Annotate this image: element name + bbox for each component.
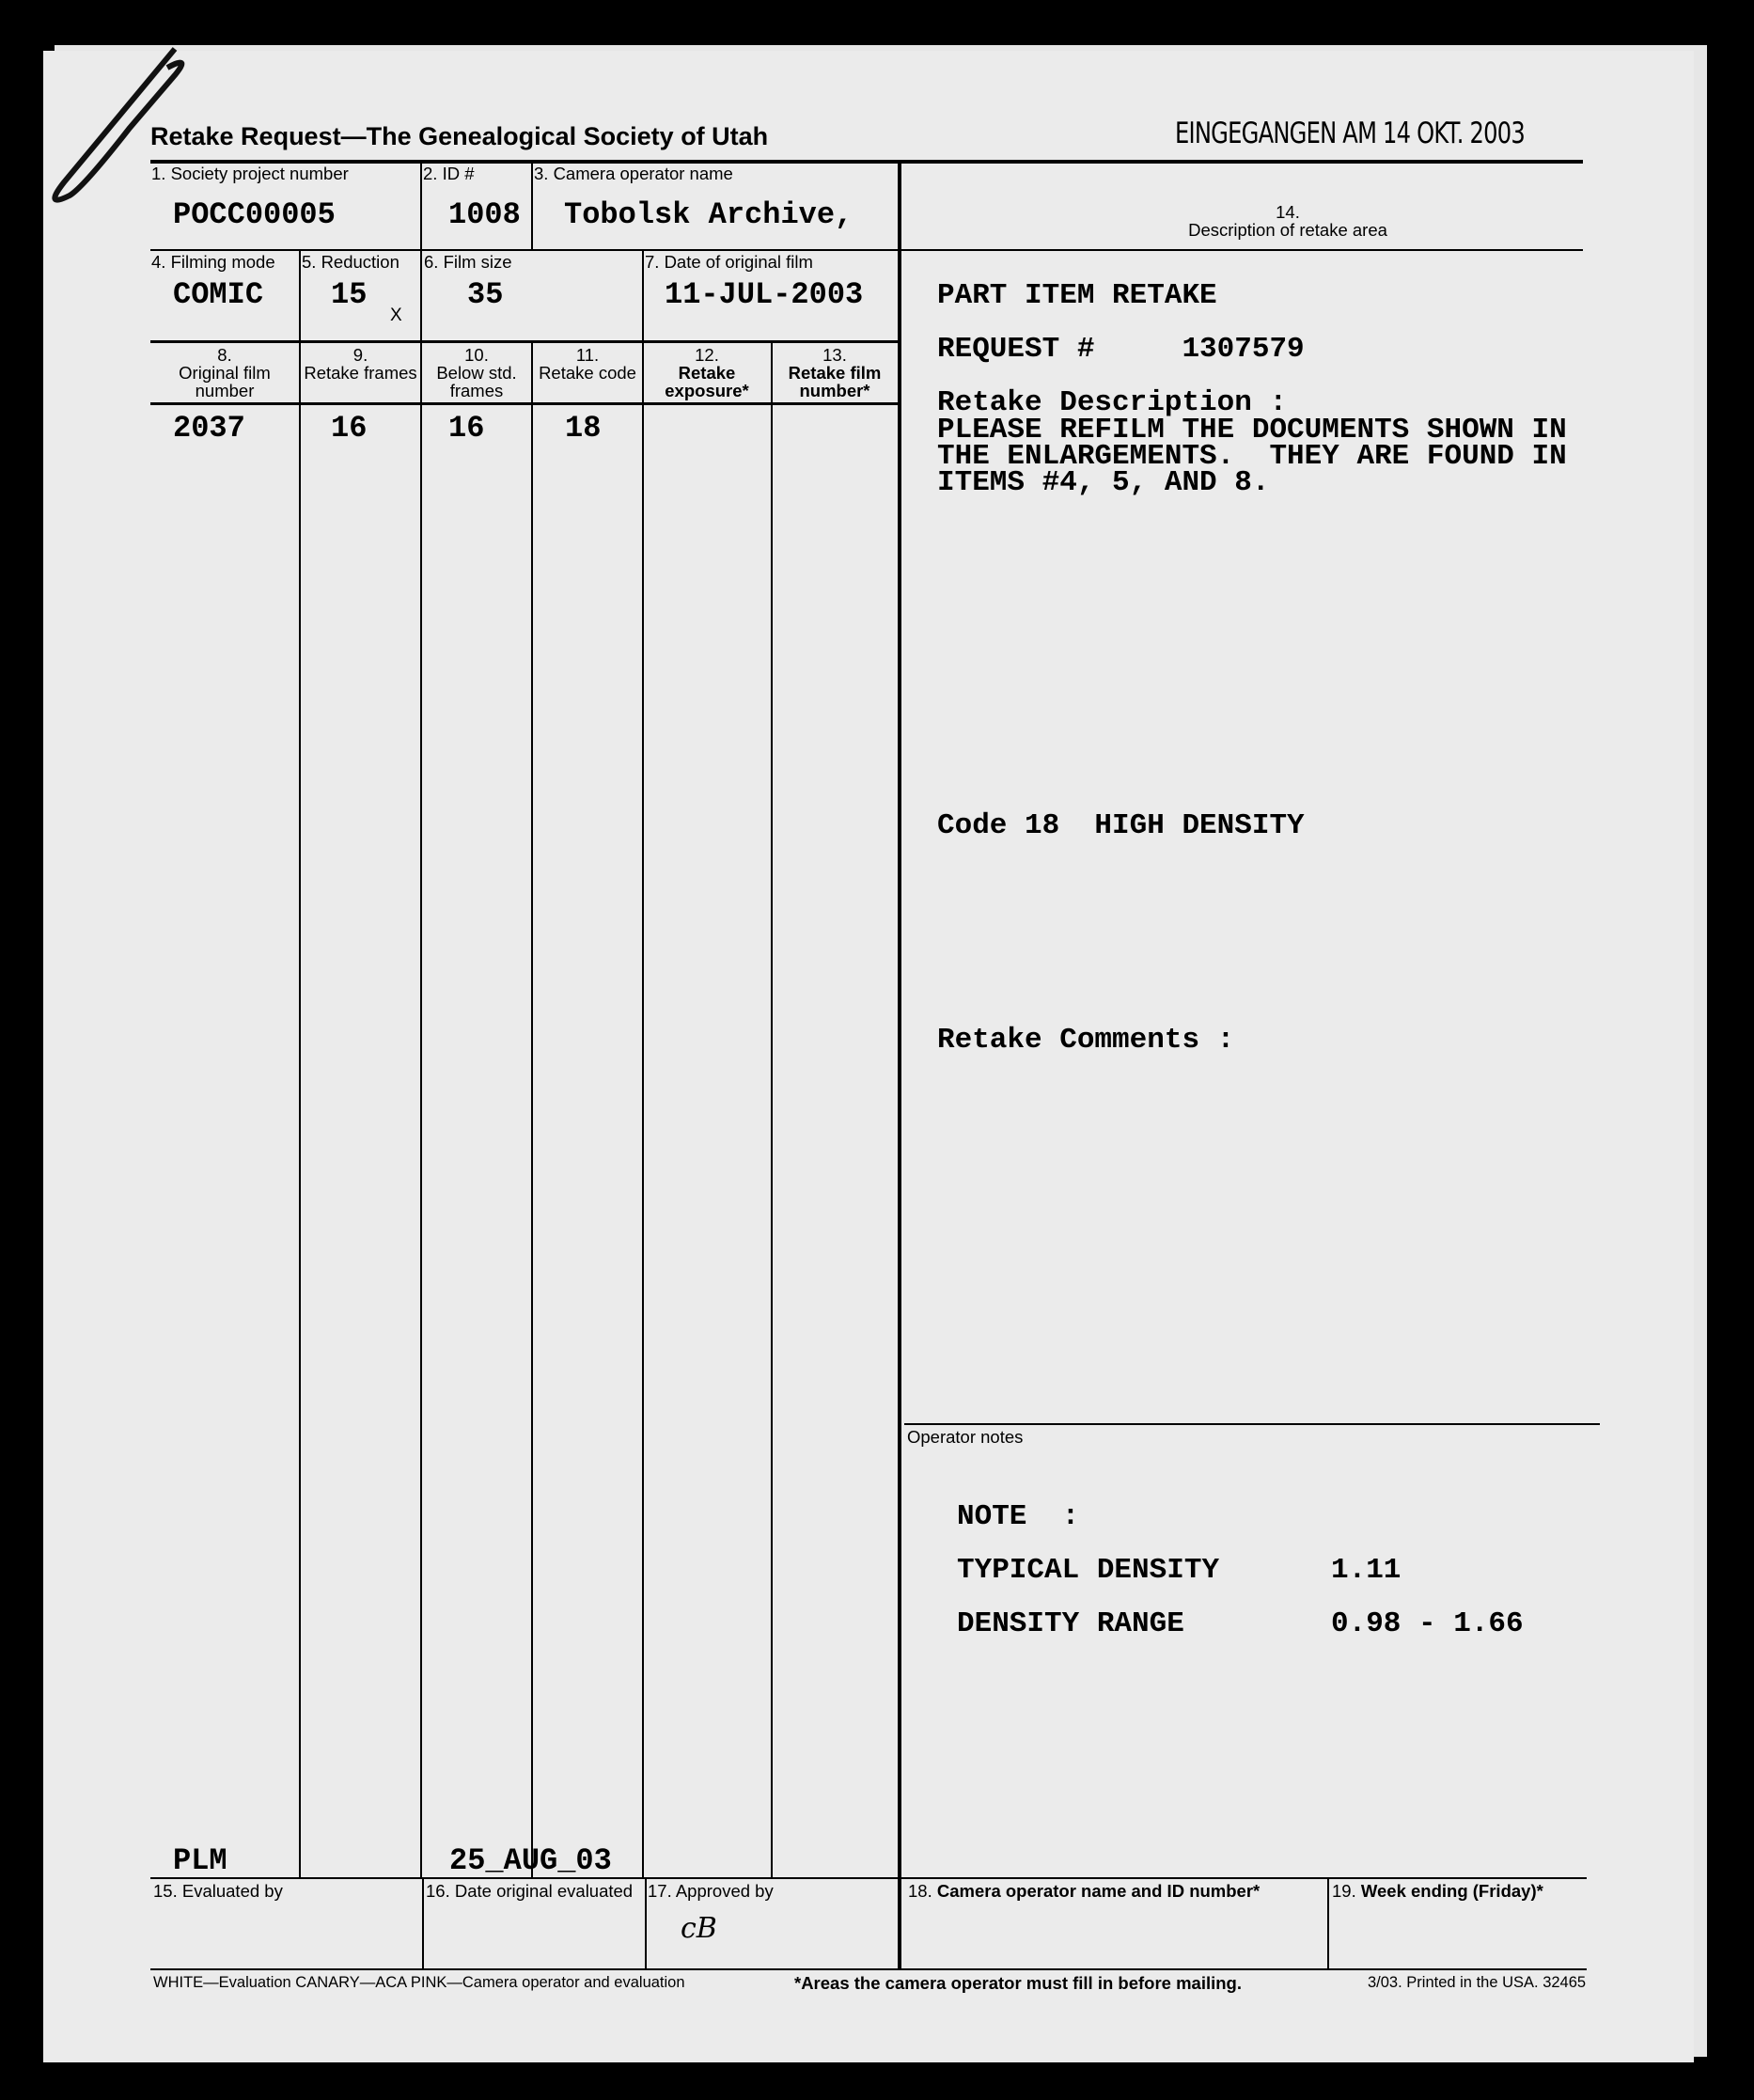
retake-frames[interactable]: 16: [331, 411, 368, 446]
reduction-suffix: X: [390, 306, 402, 325]
col-divider-9: [420, 342, 422, 1877]
footer-note: *Areas the camera operator must fill in before mailing.: [794, 1973, 1242, 1993]
col-8-num: 8.: [217, 345, 232, 365]
note-label: NOTE :: [957, 1500, 1080, 1533]
request-number: REQUEST # 1307579: [937, 333, 1305, 366]
f14-label: [1128, 203, 1448, 239]
f2-label: 2. ID #: [423, 164, 475, 183]
rule-row1: [150, 249, 1583, 251]
footer-printed: 3/03. Printed in the USA. 32465: [1368, 1974, 1587, 1991]
society-project-number[interactable]: POCC00005: [173, 197, 336, 232]
film-size[interactable]: 35: [467, 277, 504, 312]
density-range-label: DENSITY RANGE: [957, 1607, 1184, 1640]
col-header-9: [301, 346, 420, 382]
typical-density-label: TYPICAL DENSITY: [957, 1554, 1220, 1587]
f14-number: 14.: [1276, 202, 1300, 222]
date-of-original-film[interactable]: 11-JUL-2003: [665, 277, 864, 312]
f19-label: [1332, 1881, 1543, 1901]
col-9-label: Retake frames: [304, 363, 417, 383]
date-evaluated-value[interactable]: 25_AUG_03: [449, 1843, 612, 1878]
f18-number: 18.: [908, 1881, 932, 1901]
f6-label: 6. Film size: [424, 252, 512, 272]
form-title: Retake Request—The Genealogical Society of Utah: [150, 122, 769, 150]
operator-notes-label: Operator notes: [907, 1427, 1024, 1447]
f16-label: 16. Date original evaluated: [426, 1881, 634, 1901]
rule-footer: [150, 1968, 1587, 1970]
retake-code-description: Code 18 HIGH DENSITY: [937, 809, 1305, 842]
col-12-num: 12.: [695, 345, 719, 365]
footer-copies: WHITE—Evaluation CANARY—ACA PINK—Camera operator and evaluation: [153, 1974, 685, 1991]
original-film-number[interactable]: 2037: [173, 411, 245, 446]
col-10-label: Below std. frames: [436, 363, 517, 400]
id-number[interactable]: 1008: [448, 197, 521, 232]
col-12-label: Retake exposure*: [665, 363, 749, 400]
filming-mode[interactable]: COMIC: [173, 277, 264, 312]
divider-f4: [299, 250, 301, 342]
f1-label: 1. Society project number: [151, 164, 349, 183]
col-8-label: Original film number: [179, 363, 271, 400]
retake-description-line3: ITEMS #4, 5, AND 8.: [937, 466, 1270, 499]
divider-f1: [420, 162, 422, 250]
divider-f6: [642, 250, 644, 342]
col-10-num: 10.: [464, 345, 489, 365]
f18-text: Camera operator name and ID number*: [936, 1881, 1261, 1901]
retake-description-line1: PLEASE REFILM THE DOCUMENTS SHOWN IN: [937, 414, 1567, 447]
col-9-num: 9.: [352, 345, 368, 365]
received-stamp: EINGEGANGEN AM 14 OKT. 2003: [1175, 117, 1525, 150]
retake-code[interactable]: 18: [565, 411, 602, 446]
f5-label: 5. Reduction: [302, 252, 399, 272]
col-divider-11: [642, 342, 644, 1877]
rule-top: [150, 160, 1583, 164]
f15-label: 15. Evaluated by: [153, 1881, 283, 1901]
f14-text: Description of retake area: [1188, 220, 1387, 240]
col-header-12: [650, 346, 763, 400]
f19-text: Week ending (Friday)*: [1360, 1881, 1543, 1901]
below-std-frames[interactable]: 16: [448, 411, 485, 446]
col-header-11: [533, 346, 642, 382]
f19-number: 19.: [1332, 1881, 1356, 1901]
rule-bottom: [150, 1877, 1587, 1879]
retake-description-title: Retake Description :: [937, 386, 1288, 419]
retake-description-line2: THE ENLARGEMENTS. THEY ARE FOUND IN: [937, 440, 1567, 473]
divider-f2: [531, 162, 533, 250]
divider-f5: [420, 250, 422, 342]
divider-f16: [645, 1878, 647, 1968]
f4-label: 4. Filming mode: [151, 252, 275, 272]
rule-row3: [150, 402, 899, 405]
col-divider-10: [531, 342, 533, 1877]
approved-by-initials: cB: [681, 1912, 717, 1945]
col-11-num: 11.: [575, 345, 600, 365]
typical-density-value: 1.11: [1331, 1554, 1402, 1587]
reduction[interactable]: 15: [331, 277, 368, 312]
camera-operator-name[interactable]: Tobolsk Archive,: [564, 197, 854, 232]
col-divider-12: [771, 342, 773, 1877]
rule-notes: [904, 1423, 1600, 1425]
density-range-value: 0.98 - 1.66: [1331, 1607, 1524, 1640]
col-13-label: Retake film number*: [788, 363, 882, 400]
col-11-label: Retake code: [539, 363, 636, 383]
divider-f18: [1327, 1878, 1329, 1968]
col-header-13: [776, 346, 893, 400]
divider-f15: [422, 1878, 424, 1968]
col-header-8: [150, 346, 299, 400]
col-13-num: 13.: [822, 345, 847, 365]
f17-label: 17. Approved by: [648, 1881, 774, 1901]
f3-label: 3. Camera operator name: [534, 164, 733, 183]
part-item-retake: PART ITEM RETAKE: [937, 279, 1217, 312]
rule-row2: [150, 340, 899, 343]
retake-comments: Retake Comments :: [937, 1024, 1235, 1057]
col-divider-8: [299, 342, 301, 1877]
divider-main: [898, 162, 901, 1970]
col-header-10: [422, 346, 531, 400]
evaluated-by-value[interactable]: PLM: [173, 1843, 227, 1878]
f7-label: 7. Date of original film: [645, 252, 813, 272]
f18-label: [908, 1881, 1260, 1901]
